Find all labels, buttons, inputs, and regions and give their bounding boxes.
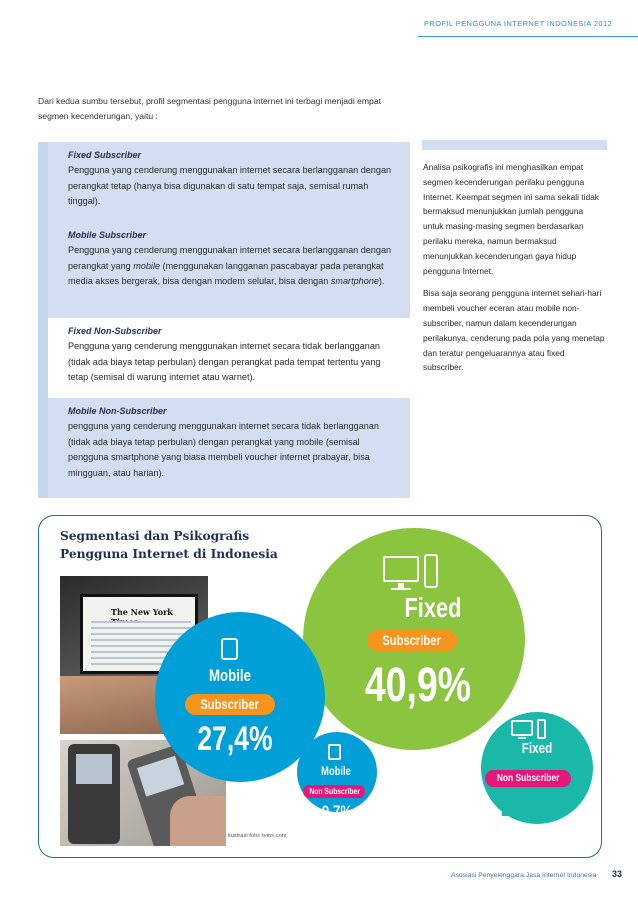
hand-shape [170,796,226,846]
page-number: 33 [612,869,623,879]
bubble-pill-fixed-non-subscriber: Non Subscriber [485,770,571,787]
bubble-label: Mobile [209,666,251,685]
header-rule [418,36,638,37]
sidebar-rule [422,140,607,150]
desktop-icon [383,556,419,582]
bubble-pill: Subscriber [367,630,457,651]
desktop-icon [511,720,533,736]
phone-shape [68,744,120,844]
intro-paragraph: Dari kedua sumbu tersebut, profil segmentasi pengguna internet ini terbagi menjadi empat segmen kecenderungan, yaitu : [38,96,381,121]
bubble-fixed-subscriber [303,528,525,750]
segment-description: Pengguna yang cenderung menggunakan internet secara berlangganan dengan perangkat tetap (hanya bisa digunakan di satu tempat saja, semisal rumah tinggal). [68,165,392,207]
phone-icon [221,638,238,660]
sidebar-paragraph-1: Analisa psikografis ini menghasilkan empat segmen kecenderungan perilaku pengguna Internet. Keempat segmen ini sama sekali tidak bermaksud menunjukkan jumlah pengguna untuk masing-masing segmen berdasarkan perilaku mereka, namun bermaksud menunjukkan kecenderungan gaya hidup pengguna Internet. [423,162,599,276]
phone-icon [328,744,341,760]
segment-list-accent-bar [38,142,48,498]
sidebar-paragraph-2: Bisa saja seorang pengguna internet sehari-hari membeli voucher eceran atau mobile non-subscriber, namun dalam kecenderungan perilakunya, cenderung pada pola yang menetap dan teratur pengeluarannya atau fixed subscriber. [423,288,605,373]
bubble-label: Fixed [521,740,553,757]
segment-title: Mobile Subscriber [68,230,147,240]
segment-title: Fixed Non-Subscriber [68,326,162,336]
segment-fixed-non-subscriber [48,318,410,398]
segment-description: Pengguna yang cenderung menggunakan internet secara tidak berlangganan (tidak ada biaya tetap perbulan) dengan perangkat pada tempat tertentu yang tetap (semisal di warung internet atau warnet). [68,341,381,383]
segment-fixed-subscriber [48,142,410,222]
bubble-value-fixed-non-subscriber: 21,9% [500,790,568,823]
bubble-label: Mobile [321,764,351,778]
phone-icon [537,719,546,739]
photo-credit: ilustrasi foto: tvins.com [228,833,287,839]
segment-description: pengguna yang cenderung menggunakan internet secara tidak berlangganan (tidak ada biaya tetap perbulan) dengan perangkat yang mobile (semisal pengguna smartphone yang biasa membeli voucher internet prabayar, bisa mingguan, atau harian). [68,421,379,478]
running-header: PROFIL PENGGUNA INTERNET INDONESIA 2012 [424,19,613,28]
sidebar-note [423,160,605,375]
bubble-value: 27,4% [197,720,273,758]
segment-mobile-non-subscriber [48,398,410,498]
bubble-value: 40,9% [364,659,472,712]
infographic-title: Segmentasi dan Psikografis Pengguna Internet di Indonesia [60,529,278,561]
newspaper-masthead: The New York [111,607,173,617]
bubble-value-mobile-non-subscriber: 9,7% [321,802,353,821]
segment-title: Fixed Subscriber [68,150,142,160]
phone-icon [424,554,438,588]
bubble-mobile-non-subscriber [297,732,377,812]
segment-description: Pengguna yang cenderung menggunakan internet secara berlangganan dengan perangkat yang mobile (menggunakan langganan pascabayar pada perangkat media akses bergerak, bisa dengan modem selular, bisa dengan smartphone). [68,245,392,287]
bubble-pill-mobile-non-subscriber: Non Subscriber [303,785,365,798]
footer-organization: Asosiasi Penyelenggara Jasa Internet Indonesia [451,872,597,879]
segment-list [38,142,410,498]
segment-mobile-subscriber [48,222,410,318]
bubble-label: Fixed [404,592,462,623]
bubble-pill: Subscriber [185,694,275,715]
segment-title: Mobile Non-Subscriber [68,406,167,416]
